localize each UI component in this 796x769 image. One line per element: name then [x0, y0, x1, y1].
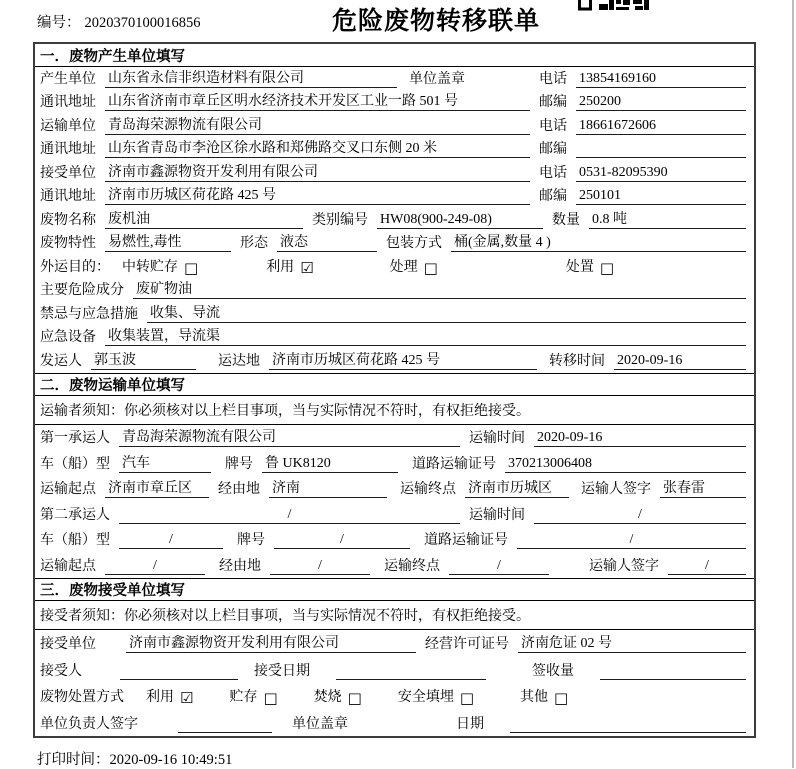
- checkbox-icon: □: [423, 258, 438, 277]
- transporter-unit-field: 青岛海荣源物流有限公司: [105, 117, 530, 135]
- carrier-sign2-field: /: [668, 557, 746, 575]
- form-state-field: 液态: [277, 234, 377, 252]
- print-time-label: 打印时间：: [37, 752, 110, 768]
- via1-field: 济南: [269, 480, 387, 498]
- waste-name-label: 废物名称: [40, 212, 96, 228]
- receiver-address-label: 通讯地址: [40, 189, 96, 204]
- serial-number: 2020370100016856: [84, 15, 201, 31]
- section2-header: 二．废物运输单位填写: [35, 373, 754, 396]
- section-producer: [35, 44, 754, 373]
- date-field: [510, 716, 746, 733]
- checkbox-icon: □: [347, 689, 362, 707]
- accept-unit-row: [35, 630, 754, 657]
- transporter-address-row: [35, 138, 754, 162]
- receiver-unit-field: 济南市鑫源物资开发利用有限公司: [105, 164, 530, 182]
- receipt-amount-field: [600, 663, 746, 680]
- section3-header: 三．废物接受单位填写: [35, 578, 754, 601]
- waste-name-field: 废机油: [105, 211, 303, 229]
- vehicle2-type-field: /: [119, 531, 223, 549]
- producer-zip-label: 邮编: [539, 95, 567, 110]
- emergency-equipment-label: 应急设备: [40, 330, 96, 345]
- first-carrier-row: [35, 425, 754, 451]
- accept-person-row: [35, 656, 754, 683]
- disposal-method-row: [35, 683, 754, 710]
- first-carrier-field: 青岛海荣源物流有限公司: [119, 429, 460, 447]
- plate2-label: 牌号: [237, 533, 265, 548]
- serial-label: 编号：: [37, 15, 81, 31]
- taboo-measures-label: 禁忌与应急措施: [40, 306, 138, 322]
- accept-person-field: [120, 663, 238, 680]
- terminal1-field: 济南市历城区: [465, 480, 569, 498]
- transporter-notice-label: 运输者须知：: [40, 403, 124, 419]
- producer-zip-field: 250200: [576, 93, 746, 111]
- permit-number-field: 济南危证 02 号: [518, 635, 746, 653]
- responsible-sign-label: 单位负责人签字: [40, 716, 138, 732]
- origin1-field: 济南市章丘区: [105, 480, 209, 498]
- road-license2-label: 道路运输证号: [424, 533, 508, 548]
- terminal1-label: 运输终点: [400, 482, 456, 497]
- via1-label: 经由地: [218, 482, 260, 497]
- taboo-measures-row: [35, 302, 754, 326]
- section1-header: 一．废物产生单位填写: [35, 44, 754, 67]
- packing-label: 包装方式: [386, 236, 442, 251]
- receiver-address-field: 济南市历城区荷花路 425 号: [105, 187, 530, 205]
- vehicle2-row: [35, 527, 754, 553]
- transfer-time-field: 2020-09-16: [614, 352, 746, 370]
- transporter-unit-row: [35, 114, 754, 138]
- transfer-time-label: 转移时间: [549, 353, 605, 369]
- first-carrier-label: 第一承运人: [40, 431, 110, 446]
- transport-time1-label: 运输时间: [469, 431, 525, 446]
- disposal-option-incinerate: [314, 686, 362, 706]
- disposal-option-utilize-label: 利用: [146, 690, 174, 705]
- purpose-option-dispose: [566, 256, 614, 276]
- date-label: 日期: [456, 716, 484, 732]
- consignor-row: [35, 349, 754, 373]
- producer-phone-field: 13854169160: [576, 70, 746, 88]
- form-title: 危险废物转移联单: [332, 7, 541, 35]
- receipt-amount-label: 签收量: [532, 663, 574, 679]
- road-license2-field: /: [517, 531, 746, 549]
- destination-label: 运达地: [218, 353, 260, 369]
- origin1-label: 运输起点: [40, 482, 96, 497]
- second-carrier-field: /: [119, 506, 460, 524]
- disposal-option-store-label: 贮存: [229, 690, 258, 705]
- unit-seal2-label: 单位盖章: [292, 716, 348, 732]
- form-state-label: 形态: [240, 236, 268, 251]
- taboo-measures-field: 收集、导流: [147, 305, 746, 323]
- serial-number-line: [37, 11, 201, 32]
- receiver-address-row: [35, 185, 754, 209]
- purpose-option-utilize-label: 利用: [266, 259, 295, 275]
- vehicle1-type-field: 汽车: [119, 455, 211, 473]
- accept-date-label: 接受日期: [254, 663, 310, 679]
- section-receiver: [35, 578, 754, 736]
- transporter-notice-row: [35, 396, 754, 425]
- carrier-sign2-label: 运输人签字: [589, 558, 659, 574]
- transport-time2-label: 运输时间: [469, 507, 525, 523]
- origin2-field: /: [105, 557, 205, 575]
- receiver-phone-label: 电话: [539, 165, 567, 181]
- carrier-sign1-label: 运输人签字: [581, 482, 651, 497]
- print-time-value: 2020-09-16 10:49:51: [109, 752, 233, 768]
- packing-field: 桶(金属,数量 4 ): [451, 234, 746, 252]
- vehicle1-type-label: 车（船）型: [40, 456, 110, 472]
- route1-row: [35, 476, 754, 502]
- second-carrier-row: [35, 501, 754, 527]
- transporter-zip-field: [576, 141, 746, 158]
- form-table: [33, 42, 756, 738]
- transfer-purpose-row: [35, 255, 754, 279]
- checkbox-icon: □: [554, 689, 569, 707]
- accept-unit-label: 接受单位: [40, 637, 96, 652]
- receiver-notice-row: [35, 601, 754, 630]
- quantity-field: 0.8 吨: [589, 211, 746, 229]
- receiver-notice-label: 接受者须知：: [40, 608, 124, 624]
- checkbox-icon: □: [459, 689, 475, 707]
- producer-unit-label: 产生单位: [40, 71, 96, 87]
- disposal-option-landfill: [398, 686, 474, 706]
- unit-seal-label: 单位盖章: [409, 71, 465, 87]
- hazard-component-field: 废矿物油: [133, 281, 746, 299]
- purpose-option-storage-label: 中转贮存: [122, 259, 178, 275]
- purpose-option-utilize: [266, 256, 313, 276]
- disposal-method-label: 废物处置方式: [40, 690, 124, 705]
- accept-date-field: [336, 663, 486, 680]
- producer-address-row: [35, 91, 754, 115]
- transport-time2-field: /: [534, 506, 746, 524]
- accept-unit-field: 济南市鑫源物资开发利用有限公司: [126, 635, 416, 653]
- disposal-option-utilize: [146, 686, 193, 706]
- route2-row: [35, 552, 754, 578]
- disposal-option-store: [229, 686, 277, 706]
- producer-address-field: 山东省济南市章丘区明水经济技术开发区工业一路 501 号: [105, 93, 530, 111]
- checkbox-icon: □: [184, 258, 199, 277]
- receiver-unit-row: [35, 161, 754, 185]
- hazard-component-row: [35, 279, 754, 303]
- disposal-option-landfill-label: 安全填埋: [397, 690, 454, 705]
- accept-person-label: 接受人: [40, 663, 82, 679]
- purpose-option-dispose-label: 处置: [565, 259, 594, 275]
- receiver-zip-field: 250101: [576, 187, 746, 205]
- transporter-address-field: 山东省青岛市李沧区徐水路和郑佛路交叉口东侧 20 米: [105, 140, 530, 158]
- plate1-field: 鲁 UK8120: [262, 455, 398, 473]
- emergency-equipment-row: [35, 326, 754, 350]
- section-transporter: [35, 373, 754, 578]
- transporter-zip-label: 邮编: [539, 142, 567, 157]
- waste-character-row: [35, 232, 754, 256]
- plate1-label: 牌号: [225, 456, 253, 472]
- responsible-sign-row: [35, 709, 754, 736]
- qr-code-fragment: [578, 0, 650, 12]
- quantity-label: 数量: [552, 212, 580, 228]
- transporter-phone-field: 18661672606: [576, 117, 746, 135]
- consignor-label: 发运人: [40, 353, 82, 369]
- hazard-component-label: 主要危险成分: [40, 283, 124, 298]
- transfer-purpose-label: 外运目的：: [40, 259, 110, 275]
- producer-unit-field: 山东省永信非织造材料有限公司: [105, 70, 397, 88]
- disposal-option-other-label: 其他: [520, 690, 549, 705]
- checkbox-icon: □: [263, 689, 278, 707]
- vehicle2-type-label: 车（船）型: [40, 533, 110, 548]
- category-code-label: 类别编号: [312, 212, 368, 228]
- waste-character-label: 废物特性: [40, 236, 96, 251]
- origin2-label: 运输起点: [40, 558, 96, 574]
- checkbox-checked-icon: ☑: [180, 689, 194, 707]
- purpose-option-treat-label: 处理: [389, 259, 418, 275]
- carrier-sign1-field: 张春雷: [660, 480, 746, 498]
- receiver-unit-label: 接受单位: [40, 165, 96, 181]
- category-code-field: HW08(900-249-08): [377, 211, 543, 229]
- emergency-equipment-field: 收集装置，导流渠: [105, 328, 746, 346]
- producer-unit-row: [35, 67, 754, 91]
- page-right-edge: [792, 0, 794, 768]
- producer-phone-label: 电话: [539, 71, 567, 87]
- road-license1-label: 道路运输证号: [412, 456, 496, 472]
- disposal-option-incinerate-label: 焚烧: [313, 690, 342, 705]
- purpose-option-treat: [390, 256, 438, 276]
- transporter-address-label: 通讯地址: [40, 142, 96, 157]
- vehicle1-row: [35, 450, 754, 476]
- via2-field: /: [270, 557, 370, 575]
- print-time-line: [37, 748, 232, 769]
- purpose-option-storage: [122, 256, 198, 276]
- receiver-zip-label: 邮编: [539, 189, 567, 204]
- transport-time1-field: 2020-09-16: [534, 429, 746, 447]
- transporter-phone-label: 电话: [539, 118, 567, 134]
- checkbox-icon: □: [599, 258, 615, 277]
- transporter-notice-text: 你必须核对以上栏目事项，当与实际情况不符时，有权拒绝接受。: [124, 403, 530, 419]
- permit-number-label: 经营许可证号: [425, 637, 509, 652]
- road-license1-field: 370213006408: [505, 455, 746, 473]
- via2-label: 经由地: [219, 558, 261, 574]
- receiver-notice-text: 你必须核对以上栏目事项，当与实际情况不符时，有权拒绝接受。: [124, 608, 530, 624]
- terminal2-label: 运输终点: [384, 558, 440, 574]
- terminal2-field: /: [449, 557, 549, 575]
- consignor-field: 郭玉波: [91, 352, 196, 370]
- producer-address-label: 通讯地址: [40, 95, 96, 110]
- responsible-sign-field: [178, 716, 272, 733]
- checkbox-checked-icon: ☑: [300, 258, 314, 277]
- plate2-field: /: [274, 531, 410, 549]
- waste-character-field: 易燃性,毒性: [105, 234, 231, 252]
- destination-field: 济南市历城区荷花路 425 号: [269, 352, 537, 370]
- waste-name-row: [35, 208, 754, 232]
- second-carrier-label: 第二承运人: [40, 507, 110, 523]
- receiver-phone-field: 0531-82095390: [576, 164, 746, 182]
- disposal-option-other: [520, 686, 568, 706]
- transporter-unit-label: 运输单位: [40, 118, 96, 134]
